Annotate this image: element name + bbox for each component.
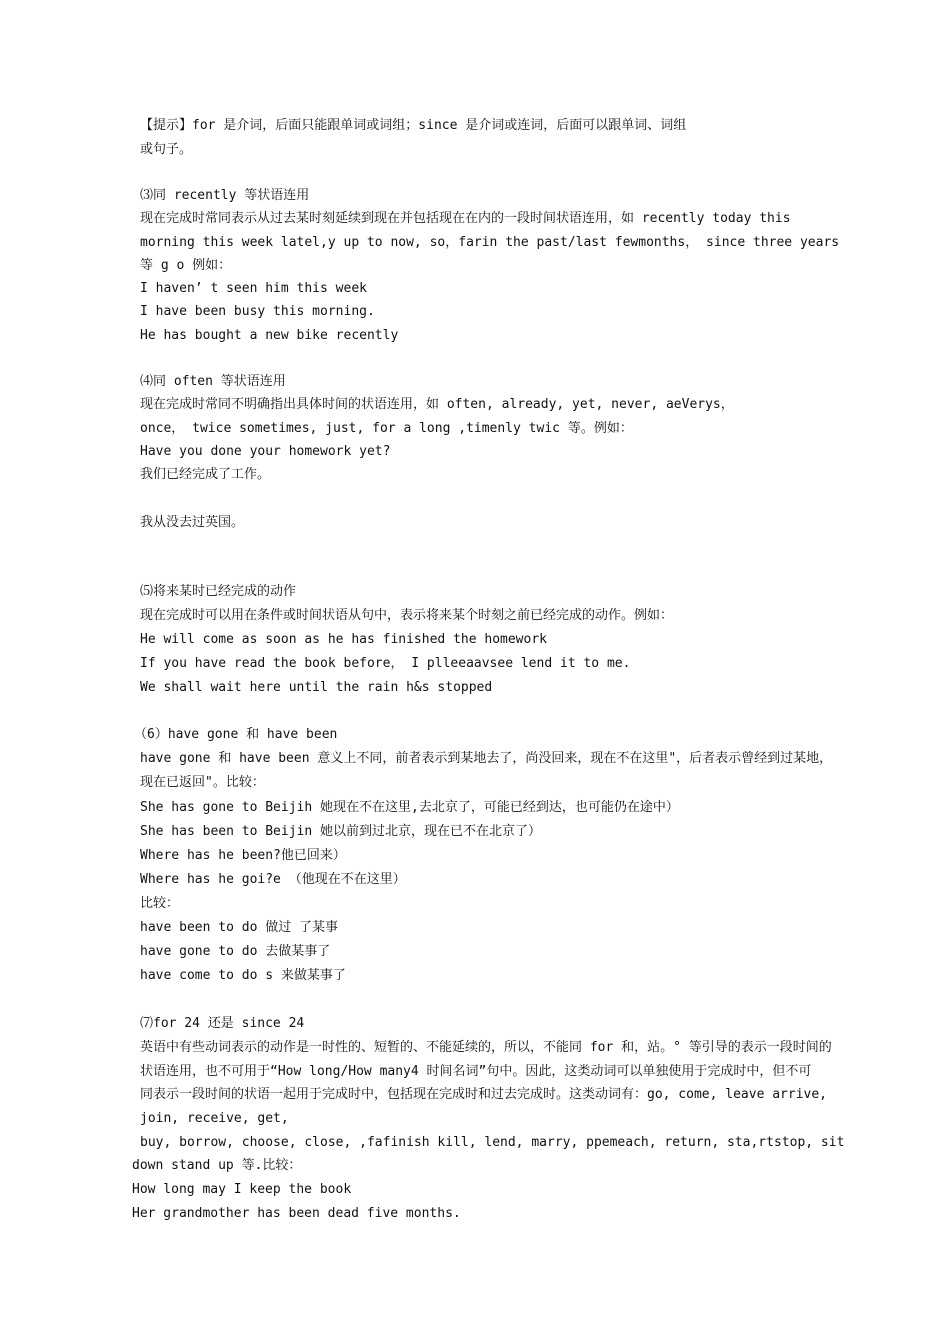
example-line: have gone to do 去做某事了 [140,944,331,959]
example-line: He will come as soon as he has finished the homework [140,632,547,647]
example-line: Her grandmother has been dead five months. [132,1206,461,1221]
tip-line-2: 或句子。 [140,142,193,157]
section-7-heading: ⑺for 24 还是 since 24 [140,1016,305,1031]
section-3-heading: ⑶同 recently 等状语连用 [140,188,310,203]
section-6-text-1: have gone 和 have been 意义上不同，前者表示到某地去了，尚没回来，现在不在这里"，后者表示曾经到过某地， [140,751,833,766]
example-line: We shall wait here until the rain h&s stopped [140,680,493,695]
tip-line-1: 【提示】for 是介词，后面只能跟单词或词组；since 是介词或连词，后面可以跟单词、词组 [140,118,687,133]
example-line: have come to do s 来做某事了 [140,968,346,983]
example-line: If you have read the book before， I plleeaavsee lend it to me. [140,656,631,671]
example-line: 我从没去过英国。 [140,515,245,530]
example-line: How long may I keep the book [132,1182,352,1197]
example-line: 我们已经完成了工作。 [140,467,271,482]
example-line: She has gone to Beijih 她现在不在这里,去北京了，可能已经到达，也可能仍在途中） [140,800,679,815]
section-5-heading: ⑸将来某时已经完成的动作 [140,584,297,599]
section-3-text-3: 等 g o 例如： [140,258,232,273]
section-6-text-2: 现在已返回"。比较： [140,775,265,790]
section-7-text-1: 英语中有些动词表示的动作是一时性的、短暂的、不能延续的，所以，不能同 for 和，站。° 等引导的表示一段时间的 [140,1040,832,1055]
section-4-text-1: 现在完成时常同不明确指出具体时间的状语连用，如 often, already, yet, never, aeVerys， [140,397,734,412]
section-7-text-4: join, receive, get, [140,1111,289,1126]
section-3-text-1: 现在完成时常同表示从过去某时刻延续到现在并包括现在在内的一段时间状语连用，如 recently today this [140,211,791,226]
example-line: Where has he goi?e （他现在不在这里） [140,872,406,887]
compare-label: 比较： [140,896,180,911]
example-line: He has bought a new bike recently [140,328,399,343]
section-7-text-5: buy, borrow, choose, close, ,fafinish kill, lend, marry, ppemeach, return, sta,rtstop, sit [140,1135,845,1150]
example-line: She has been to Beijin 她以前到过北京，现在已不在北京了） [140,824,542,839]
section-4-heading: ⑷同 often 等状语连用 [140,374,286,389]
example-line: have been to do 做过 了某事 [140,920,339,935]
section-7-text-6: down stand up 等.比较： [132,1158,302,1173]
section-6-heading: （6）have gone 和 have been [134,727,338,742]
section-4-text-2: once， twice sometimes, just, for a long ,timenly twic 等。例如： [140,421,633,436]
example-line: Have you done your homework yet? [140,444,391,459]
section-3-text-2: morning this week latel,y up to now, so，farin the past/last fewmonths， since three years [140,235,840,250]
example-line: I have been busy this morning. [140,304,375,319]
section-7-text-2: 状语连用，也不可用于“How long/How many4 时间名词”句中。因此，这类动词可以单独使用于完成时中，但不可 [140,1064,812,1079]
example-line: Where has he been?他已回来） [140,848,346,863]
example-line: I haven’ t seen him this week [140,281,367,296]
section-5-text: 现在完成时可以用在条件或时间状语从句中，表示将来某个时刻之前已经完成的动作。例如： [140,608,674,623]
section-7-text-3: 同表示一段时间的状语一起用于完成时中，包括现在完成时和过去完成时。这类动词有：go, come, leave arrive, [140,1087,828,1102]
